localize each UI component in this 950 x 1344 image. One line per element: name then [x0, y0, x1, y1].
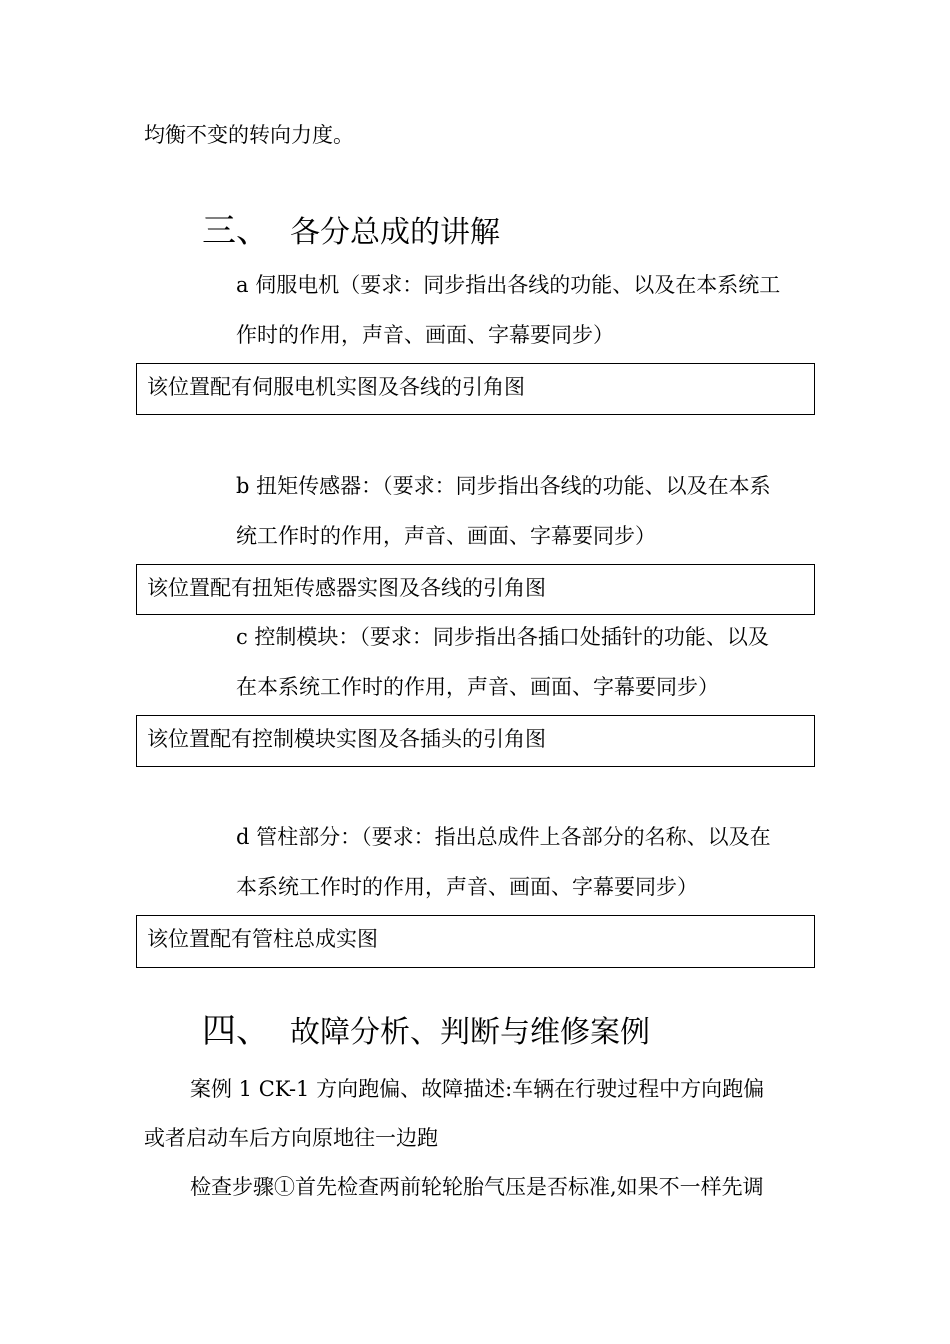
item-d-line-1: d 管柱部分：（要求：指出总成件上各部分的名称、以及在: [236, 825, 771, 849]
check-steps-line-1: 检查步骤①首先检查两前轮轮胎气压是否标准,如果不一样先调: [190, 1175, 764, 1199]
intro-tail-text: 均衡不变的转向力度。: [144, 123, 354, 147]
item-a-line-1: a 伺服电机（要求：同步指出各线的功能、以及在本系统工: [236, 273, 781, 297]
item-a-line-2: 作时的作用，声音、画面、字幕要同步）: [236, 323, 614, 347]
section-4-number: 四、: [202, 1011, 270, 1051]
section-3-title: 各分总成的讲解: [290, 215, 500, 250]
item-b-placeholder-text: 该位置配有扭矩传感器实图及各线的引角图: [147, 576, 546, 600]
item-a-placeholder-text: 该位置配有伺服电机实图及各线的引角图: [147, 375, 525, 399]
item-b-line-2: 统工作时的作用，声音、画面、字幕要同步）: [236, 524, 656, 548]
item-a-image-placeholder: [136, 363, 815, 415]
case-1-line-1: 案例 1 CK-1 方向跑偏、故障描述:车辆在行驶过程中方向跑偏: [190, 1077, 765, 1101]
item-d-placeholder-text: 该位置配有管柱总成实图: [147, 927, 378, 951]
item-d-line-2: 本系统工作时的作用，声音、画面、字幕要同步）: [236, 875, 698, 899]
section-3-heading: [202, 211, 500, 253]
section-3-number: 三、: [202, 211, 270, 251]
item-c-line-1: c 控制模块：（要求：同步指出各插口处插针的功能、以及: [236, 625, 769, 649]
section-4-heading: [202, 1011, 650, 1053]
item-d-image-placeholder: [136, 915, 815, 968]
item-c-placeholder-text: 该位置配有控制模块实图及各插头的引角图: [147, 727, 546, 751]
item-c-line-2: 在本系统工作时的作用，声音、画面、字幕要同步）: [236, 675, 719, 699]
item-b-line-1: b 扭矩传感器：（要求：同步指出各线的功能、以及在本系: [236, 474, 771, 498]
case-1-line-2: 或者启动车后方向原地往一边跑: [144, 1126, 438, 1150]
item-b-image-placeholder: [136, 564, 815, 615]
section-4-title: 故障分析、判断与维修案例: [290, 1015, 650, 1050]
item-c-image-placeholder: [136, 715, 815, 767]
